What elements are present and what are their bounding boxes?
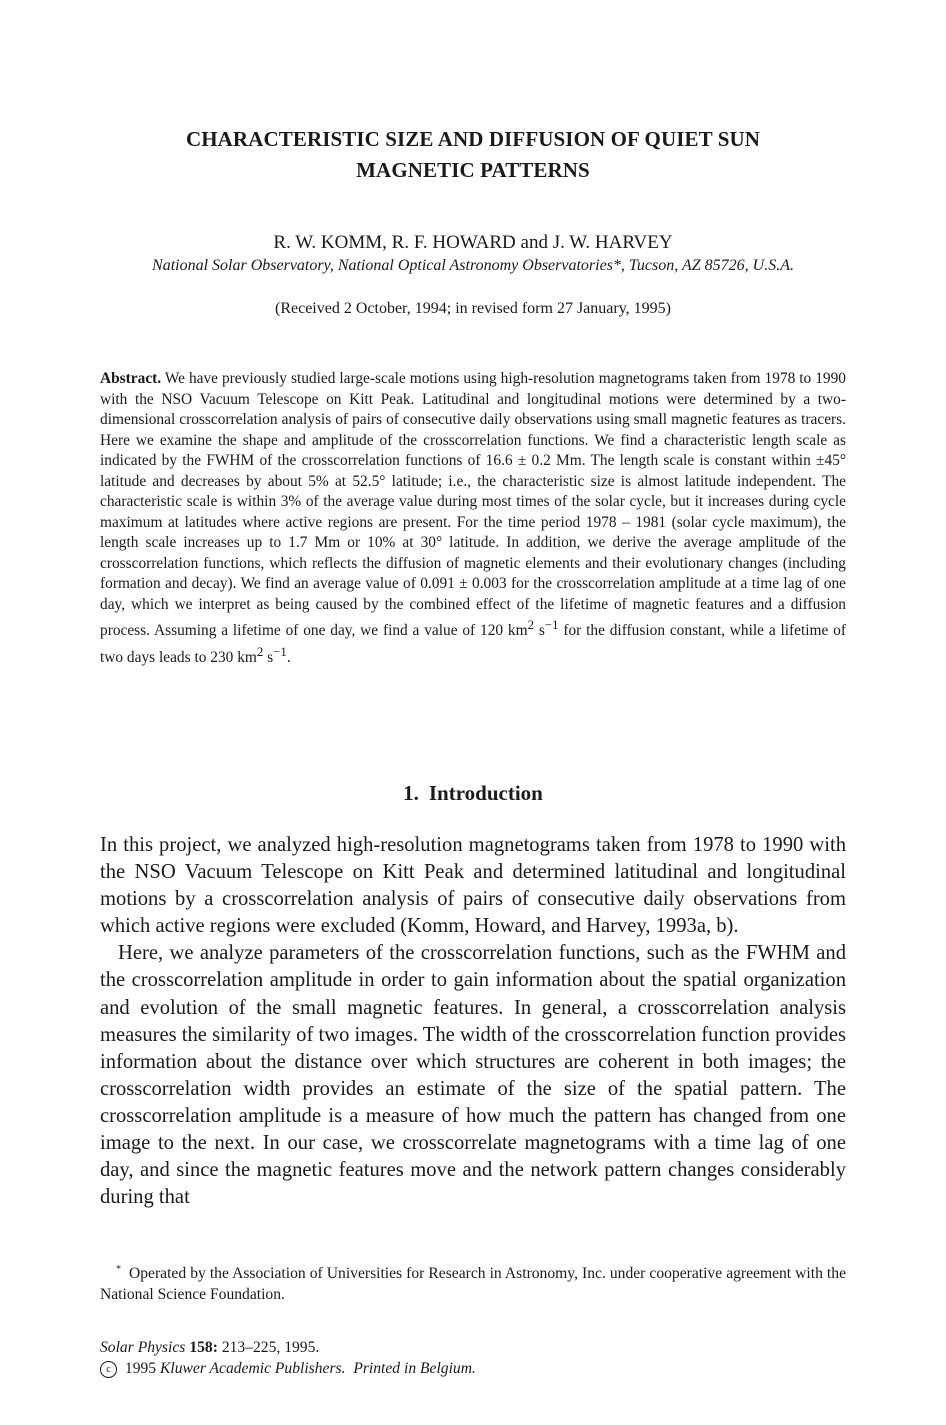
received-dates: (Received 2 October, 1994; in revised form 27 January, 1995): [275, 300, 671, 317]
publisher: Kluwer Academic Publishers.: [159, 1359, 346, 1377]
footnote: [100, 1260, 846, 1305]
abstract-text: s: [534, 622, 545, 640]
journal-info: [100, 1338, 846, 1379]
footnote-mark: *: [116, 1264, 121, 1275]
journal-name: Solar Physics: [100, 1339, 186, 1356]
section-number: 1.: [403, 781, 419, 805]
title-line-1: CHARACTERISTIC SIZE AND DIFFUSION OF QUIET SUN: [185, 127, 761, 151]
body-text: [100, 832, 846, 1211]
abstract-sup: 2: [527, 618, 535, 632]
body-paragraph: Here, we analyze parameters of the crosscorrelation functions, such as the FWHM and the crosscorrelation amplitude in order to gain information about the spatial organization and evolution of the small magnetic features. In general, a crosscorrelation analysis measures the similarity of two images. The width of the crosscorrelation function provides information about the distance over which structures are coherent in both images; the crosscorrelation width provides an estimate of the size of the spatial pattern. The crosscorrelation amplitude is a measure of how much the pattern has changed from one image to the next. In our case, we crosscorrelate magnetograms with a time lag of one day, and since the magnetic features move and the network pattern changes considerably during that: [100, 942, 846, 1209]
paper-title: [100, 124, 846, 186]
abstract-sup: 2: [256, 644, 264, 659]
printed-in: Printed in Belgium.: [353, 1359, 476, 1377]
abstract-text: s: [263, 648, 274, 666]
footnote-text: Operated by the Association of Universities for Research in Astronomy, Inc. under cooperative agreement with the National Science Foundation.: [100, 1265, 846, 1303]
author-list: R. W. KOMM, R. F. HOWARD and J. W. HARVEY: [273, 232, 673, 253]
body-paragraph: In this project, we analyzed high-resolution magnetograms taken from 1978 to 1990 with the NSO Vacuum Telescope on Kitt Peak and determined latitudinal and longitudinal motions by a crosscorrelation analysis of pairs of consecutive daily observations from which active regions were excluded (Komm, Howard, and Harvey, 1993a, b).: [100, 834, 846, 938]
abstract-text: for the diffusion constant, while a lifetime of two days leads to 230 km: [100, 622, 846, 666]
section-heading: [100, 779, 846, 807]
journal-citation: [100, 1338, 846, 1359]
abstract-sup: −1: [273, 644, 287, 659]
abstract-text: .: [286, 648, 291, 666]
affiliation: National Solar Observatory, National Optical Astronomy Observatories*, Tucson, AZ 85726, U.S.A.: [152, 257, 794, 274]
abstract-text: We have previously studied large-scale motions using high-resolution magnetograms taken from 1978 to 1990 with the NSO Vacuum Telescope on Kitt Peak. Latitudinal and longitudinal motions were determined by a two-dimensional crosscorrelation analysis of pairs of consecutive daily observations using small magnetic features as tracers. Here we examine the shape and amplitude of the crosscorrelation functions. We find a characteristic length scale as indicated by the FWHM of the crosscorrelation functions of 16.6 ± 0.2 Mm. The length scale is constant within ±45° latitude and decreases by about 5% at 52.5° latitude; i.e., the characteristic size is almost latitude independent. The characteristic scale is within 3% of the average value during most times of the solar cycle, but it increases during cycle maximum at latitudes where active regions are present. For the time period 1978 – 1981 (solar cycle maximum), the length scale increases up to 1.7 Mm or 10% at 30° latitude. In addition, we derive the average amplitude of the crosscorrelation functions, which reflects the diffusion of magnetic elements and their evolutionary changes (including formation and decay). We find an average value of 0.091 ± 0.003 for the crosscorrelation amplitude at a time lag of one day, which we interpret as being caused by the combined effect of the lifetime of magnetic features and a diffusion process. Assuming a lifetime of one day, we find a value of 120 km: [100, 370, 847, 640]
abstract-sup: −1: [544, 618, 559, 632]
abstract: [100, 369, 846, 668]
journal-volume: 158:: [189, 1339, 218, 1356]
journal-pages: 213–225, 1995.: [217, 1339, 320, 1356]
copyright-year: 1995: [121, 1359, 160, 1377]
section-title: Introduction: [428, 781, 543, 805]
copyright-line: [100, 1359, 846, 1380]
abstract-label: Abstract.: [100, 370, 162, 387]
copyright-icon: c: [100, 1361, 117, 1378]
title-line-2: MAGNETIC PATTERNS: [356, 158, 590, 182]
